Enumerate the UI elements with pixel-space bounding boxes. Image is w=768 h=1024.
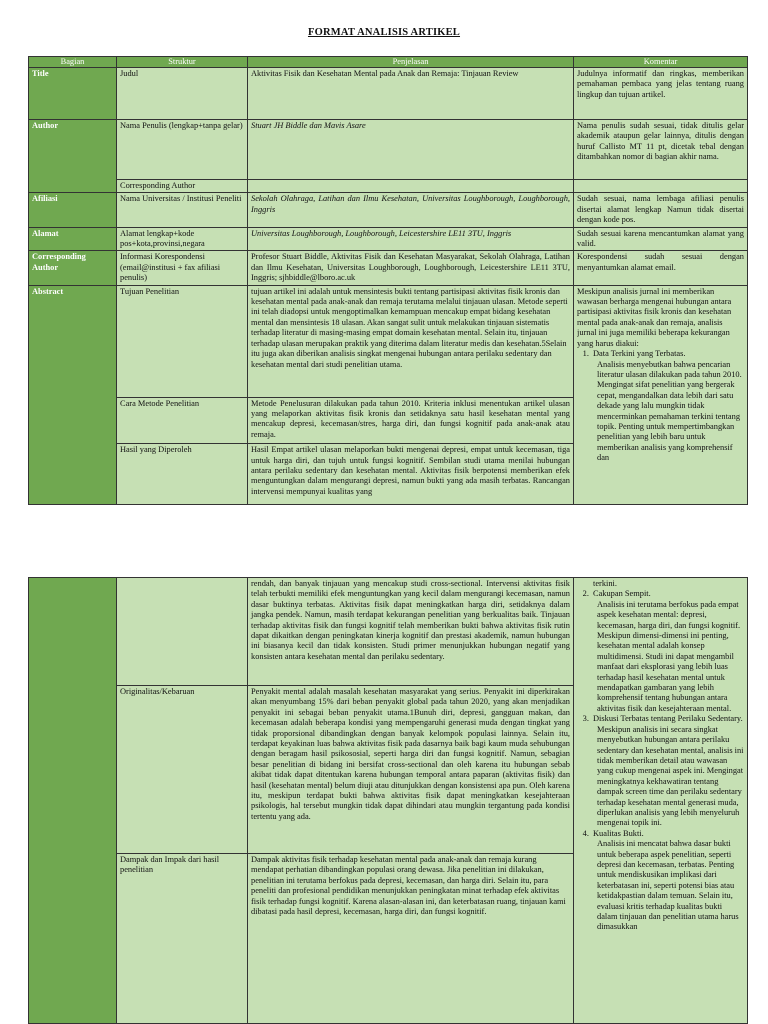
komentar-list-cont	[577, 589, 744, 932]
komentar-abstract	[574, 285, 748, 504]
komentar-list-item	[591, 349, 744, 463]
penjelasan-alamat: Universitas Loughborough, Loughborough, Leicestershire LE11 3TU, Inggris	[248, 227, 574, 251]
header-komentar: Komentar	[574, 57, 748, 68]
komentar-item-text: Meskipun analisis ini secara singkat menyebutkan hubungan antara perilaku sedentary dan kesehatan mental, analisis ini tidak memberikan detail atau wawasan yang cukup mengenai aspek ini. Mengingat meningkatnya kekhawatiran tentang dampak screen time dan perilaku sedentary terhadap kesehatan mental generasi muda, diperlukan analisis yang lebih menyeluruh mengenai topik ini.	[597, 724, 744, 828]
bagian-abstract: Abstract	[29, 285, 117, 504]
analysis-table-part-2	[28, 577, 748, 1024]
komentar-list	[577, 349, 744, 463]
bagian-author: Author	[29, 120, 117, 193]
table-header-row	[29, 57, 748, 68]
komentar-judul: Judulnya informatif dan ringkas, memberikan pemahaman pembaca yang jelas tentang ruang lingkup dan tujuan artikel.	[574, 68, 748, 120]
penjelasan-judul: Aktivitas Fisik dan Kesehatan Mental pada Anak dan Remaja: Tinjauan Review	[248, 68, 574, 120]
bagian-afiliasi: Afiliasi	[29, 193, 117, 227]
penjelasan-tujuan: tujuan artikel ini adalah untuk mensintesis bukti tentang partisipasi aktivitas fisik kronis dan kesehatan mental pada anak-anak dan remaja terutama melalui tinjauan ulasan. Metode seperti ini telah diadopsi untuk mengoptimalkan kemampuan mencakup empat bidang kesehatan mental dan mensintesis 18 ulasan. Akan sangat sulit untuk melakukan tinjauan sistematis terhadap literatur di masing-masing empat domain kesehatan mental. Selain itu, tinjauan terhadap ulasan merupakan praktik yang diterima dalam literatur medis dan kesehatan.5Selain itu juga akan diberikan analisis singkat mengenai hubungan antara perilaku sedentary dan kesehatan mental dari studi penelitian utama.	[248, 285, 574, 397]
penjelasan-dampak: Dampak aktivitas fisik terhadap kesehatan mental pada anak-anak dan remaja kurang mendapat perhatian dibandingkan populasi orang dewasa. Jika penelitian ini dilakukan, penelitian ini terutama berfokus pada depresi, kecemasan, dan harga diri. Selain itu, para peneliti dan profesional pendidikan menunjukkan peningkatan minat terhadap efek aktivitas fisik terhadap fungsi kognitif. Karena alasan-alasan ini, dan keterbatasan ruang, tinjauan kami dibatasi pada hasil depresi, kecemasan, harga diri, dan fungsi kognitif.	[248, 854, 574, 1024]
header-struktur: Struktur	[117, 57, 248, 68]
table-row-author	[29, 120, 748, 180]
struktur-afiliasi: Nama Universitas / Institusi Peneliti	[117, 193, 248, 227]
komentar-list-item	[591, 829, 744, 933]
komentar-item-title: Data Terkini yang Terbatas.	[593, 349, 686, 359]
penjelasan-afiliasi: Sekolah Olahraga, Latihan dan Ilmu Kesehatan, Universitas Loughborough, Loughborough, Inggris	[248, 193, 574, 227]
struktur-hasil: Hasil yang Diperoleh	[117, 444, 248, 505]
komentar-item-title: Diskusi Terbatas tentang Perilaku Sedentary.	[593, 714, 743, 724]
penjelasan-hasil-cont: rendah, dan banyak tinjauan yang mencakup studi cross-sectional. Intervensi aktivitas fisik telah terbukti memiliki efek menguntungkan yang kecil dalam mengurangi kecemasan, namun dasar buktinya terbatas. Aktivitas fisik dapat meningkatkan harga diri, setidaknya dalam jangka pendek. Namun, masih terdapat kekurangan penelitian yang berkualitas baik. Tinjauan terhadap aktivitas fisik dan fungsi kognitif telah memberikan bukti bahwa aktivitas fisik rutin dapat dikaitkan dengan peningkatan kinerja kognitif dan prestasi akademik, namun hubungan ini biasanya kecil dan tidak konsisten. Studi primer menunjukkan hubungan negatif yang konsisten antara kesehatan mental dan perilaku sedentary.	[248, 578, 574, 686]
penjelasan-corresponding: Profesor Stuart Biddle, Aktivitas Fisik dan Kesehatan Masyarakat, Sekolah Olahraga, Latihan dan Ilmu Kesehatan, Universitas Loughborough, Loughborough, Leicestershire LE11 3TU, Inggris; sjhbiddle@lboro.ac.uk	[248, 251, 574, 285]
komentar-corresponding-empty	[574, 180, 748, 193]
komentar-item-text: Analisis ini terutama berfokus pada empat aspek kesehatan mental: depresi, kecemasan, harga diri, dan fungsi kognitif. Meskipun dimensi-dimensi ini penting, kesehatan mental adalah konsep multidimensi. Studi ini dapat mengambil manfaat dari eksplorasi yang lebih luas terhadap hasil kesehatan mental untuk mendapatkan gambaran yang lebih komprehensif tentang hubungan antara aktivitas fisik dan kesejahteraan mental.	[597, 599, 741, 713]
header-bagian: Bagian	[29, 57, 117, 68]
table-row-tujuan	[29, 285, 748, 397]
komentar-corresponding: Korespondensi sudah sesuai dengan menyantumkan alamat email.	[574, 251, 748, 285]
komentar-nama-penulis: Nama penulis sudah sesuai, tidak ditulis gelar akademik ataupun gelar lainnya, ditulis dengan huruf Callisto MT 11 pt, dicetak tebal dengan ditambahkan nomor di bagian akhir nama.	[574, 120, 748, 180]
penjelasan-orisinalitas: Penyakit mental adalah masalah kesehatan masyarakat yang serius. Penyakit ini diperkirakan akan menyumbang 15% dari beban penyakit global pada tahun 2020, yang akan menjadikan penyakit ini sebagai beban penyakit utama.1Bunuh diri, depresi, gangguan makan, dan kecemasan adalah beberapa kondisi yang mempengaruhi generasi muda dengan tingkat yang tidak proporsional dibandingkan dengan banyak kelompok populasi lainnya. Selain itu, terdapat keyakinan luas bahwa aktivitas fisik pada dasarnya baik bagi kaum muda sehubungan dengan beragam hasil psikososial, seperti harga diri dan fungsi kognitif. Namun, sebagian besar penelitian di bidang ini bersifat cross-sectional dan oleh karena itu hubungan sebab akibat tidak dapat ditentukan karena hubungan temporal antara paparan (aktivitas fisik) dan hasil (kesehatan mental) belum diuji atau ditunjukkan dengan konsistensi apa pun. Oleh karena itu, meskipun terdapat bukti bahwa aktivitas fisik dapat meningkatkan kesejahteraan psikologis, hal tersebut mungkin tidak dapat dihindari atau mungkin tergantung pada kondisi tertentu yang ada.	[248, 686, 574, 854]
table-row-alamat	[29, 227, 748, 251]
struktur-hasil-cont-empty	[117, 578, 248, 686]
komentar-item-title: Kualitas Bukti.	[593, 828, 644, 838]
komentar-cont-text: terkini.	[593, 579, 617, 588]
bagian-title: Title	[29, 68, 117, 120]
bagian-corresponding: Corresponding Author	[29, 251, 117, 285]
penjelasan-hasil-text: Hasil Empat artikel ulasan melaporkan bukti mengenai depresi, empat untuk kecemasan, tiga untuk harga diri, dan tujuh untuk fungsi kognitif. Sembilan studi utama menilai hubungan antara perilaku sedentary dan kesehatan mental. Aktivitas fisik berpotensi memberikan efek menguntungkan dalam mengurangi depresi, namun bukti yang ada masih terbatas. Rancangan intervensi mempunyai kualitas yang	[251, 445, 570, 496]
penjelasan-corresponding-empty	[248, 180, 574, 193]
struktur-corresponding-author: Corresponding Author	[117, 180, 248, 193]
table-row-afiliasi	[29, 193, 748, 227]
penjelasan-metode: Metode Penelusuran dilakukan pada tahun 2010. Kriteria inklusi menentukan artikel ulasan yang melaporkan aktivitas fisik kronis dan setidaknya satu hasil kesehatan mental yang mencakup depresi, kecemasan/stres, harga diri, dan fungsi kognitif pada anak-anak atau remaja.	[248, 397, 574, 443]
komentar-item-title: Cakupan Sempit.	[593, 589, 651, 599]
komentar-item-text: Analisis menyebutkan bahwa pencarian literatur ulasan dilakukan pada tahun 2010. Mengingat sifat penelitian yang bergerak cepat, mengandalkan data lebih dari satu dekade yang lalu mungkin tidak mencerminkan pemahaman terkini tentang topik. Penting untuk mempertimbangkan penelitian yang lebih baru untuk memberikan analisis yang komprehensif dan	[597, 359, 742, 463]
komentar-alamat: Sudah sesuai karena mencantumkan alamat yang valid.	[574, 227, 748, 251]
struktur-alamat: Alamat lengkap+kode pos+kota,provinsi,negara	[117, 227, 248, 251]
komentar-abstract-cont	[574, 578, 748, 1024]
analysis-table-part-1	[28, 56, 748, 505]
header-penjelasan: Penjelasan	[248, 57, 574, 68]
bagian-abstract-cont	[29, 578, 117, 1024]
table-row-corresponding	[29, 251, 748, 285]
table-row-title	[29, 68, 748, 120]
penjelasan-nama-penulis: Stuart JH Biddle dan Mavis Asare	[248, 120, 574, 180]
struktur-dampak: Dampak dan Impak dari hasil penelitian	[117, 854, 248, 1024]
struktur-orisinalitas: Originalitas/Kebaruan	[117, 686, 248, 854]
struktur-nama-penulis: Nama Penulis (lengkap+tanpa gelar)	[117, 120, 248, 180]
table-row-hasil-cont	[29, 578, 748, 686]
page-title: FORMAT ANALISIS ARTIKEL	[307, 27, 461, 38]
struktur-judul: Judul	[117, 68, 248, 120]
komentar-item-text: Analisis ini mencatat bahwa dasar bukti untuk beberapa aspek penelitian, seperti depresi dan kecemasan, terbatas. Penting untuk mendiskusikan implikasi dari keterbatasan ini, seperti potensi bias atau ketidakpastian dalam temuan. Selain itu, evaluasi kritis terhadap kualitas bukti dalam tinjauan dan penelitian utama harus dimasukkan	[597, 839, 739, 932]
struktur-corresponding: Informasi Korespondensi (email@institusi + fax afiliasi penulis)	[117, 251, 248, 285]
komentar-abstract-intro: Meskipun analisis jurnal ini memberikan wawasan berharga mengenai hubungan antara partisipasi aktivitas fisik kronis dan kesehatan mental pada anak-anak dan remaja, analisis jurnal ini juga memiliki beberapa kekurangan yang harus diakui:	[577, 286, 732, 348]
komentar-afiliasi: Sudah sesuai, nama lembaga afiliasi penulis disertai alamat lengkap Namun tidak disertai dengan kode pos.	[574, 193, 748, 227]
struktur-tujuan: Tujuan Penelitian	[117, 285, 248, 397]
bagian-alamat: Alamat	[29, 227, 117, 251]
table-row-corresponding-sub	[29, 180, 748, 193]
struktur-metode: Cara Metode Penelitian	[117, 397, 248, 443]
komentar-list-item	[591, 714, 744, 828]
komentar-list-item	[591, 589, 744, 714]
penjelasan-hasil	[248, 444, 574, 505]
